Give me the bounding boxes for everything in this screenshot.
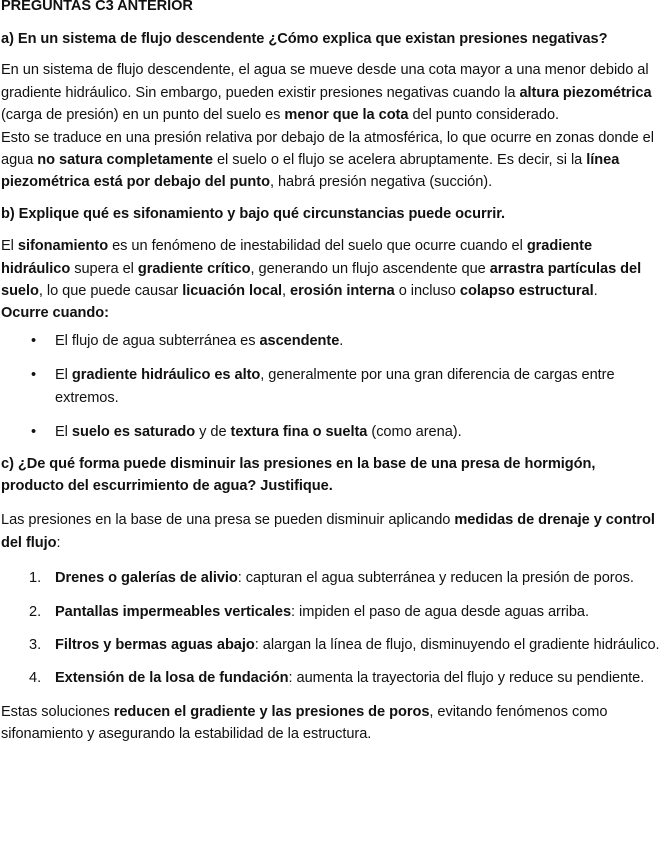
text-run: (como arena). [367, 424, 462, 441]
list-item-text [55, 637, 660, 653]
text-run: y de [195, 424, 231, 441]
text-run: , generando un flujo ascendente que [250, 260, 490, 277]
bold-text-run: ascendente [259, 332, 340, 349]
text-run: : impiden el paso de agua desde aguas arriba. [291, 603, 589, 620]
answer-c-paragraph-1 [1, 509, 662, 554]
text-run: , lo que puede causar [38, 283, 183, 300]
bold-text-run: textura fina o suelta [230, 424, 368, 441]
item-number: 4. [29, 670, 42, 687]
answer-b-paragraph-1 [1, 235, 662, 302]
occurs-when-label: Ocurre cuando: [1, 305, 109, 322]
text-run: : capturan el agua subterránea y reducen la presión de poros. [237, 570, 634, 587]
bullet-icon: • [31, 367, 37, 384]
text-run: (carga de presión) en un punto del suelo es [1, 107, 285, 124]
list-item [1, 601, 662, 623]
bold-text-run: gradiente hidráulico [1, 238, 593, 277]
bold-text-run: gradiente crítico [137, 260, 251, 277]
bullet-icon: • [31, 332, 37, 349]
text-run: , generalmente por una gran diferencia de cargas entre extremos. [55, 367, 615, 406]
text-run: , [282, 283, 291, 300]
conclusion-paragraph [1, 701, 662, 746]
text-run: El [55, 367, 72, 384]
list-item [1, 421, 662, 443]
answer-a-paragraph-2 [1, 127, 662, 194]
bold-text-run: sifonamiento [17, 238, 109, 255]
text-run: . [593, 283, 598, 300]
bold-text-run: menor que la cota [284, 107, 409, 124]
bold-text-run: erosión interna [290, 283, 395, 300]
text-run: . [339, 332, 344, 349]
list-item [1, 667, 662, 689]
text-run: supera el [70, 260, 138, 277]
text-run: : [56, 534, 61, 551]
text-run: El [55, 424, 72, 441]
list-item-text [55, 570, 634, 586]
text-run: o incluso [394, 283, 460, 300]
text-run: Las presiones en la base de una presa se pueden disminuir aplicando [1, 512, 455, 529]
text-run: es un fenómeno de inestabilidad del suelo que ocurre cuando el [108, 238, 527, 255]
bold-text-run: Filtros y bermas aguas abajo [55, 636, 255, 653]
bold-text-run: línea piezométrica está por debajo del punto [1, 152, 620, 191]
bold-text-run: Pantallas impermeables verticales [55, 603, 292, 620]
bold-text-run: suelo es saturado [71, 424, 196, 441]
text-run: El flujo de agua subterránea es [55, 332, 260, 349]
text-run: del punto considerado. [408, 107, 560, 124]
bold-text-run: medidas de drenaje y control del flujo [1, 512, 655, 551]
bold-text-run: Drenes o galerías de alivio [55, 570, 238, 587]
bold-text-run: gradiente hidráulico es alto [71, 367, 261, 384]
list-item-text [55, 670, 644, 686]
list-item-text [55, 424, 462, 440]
item-number: 1. [29, 570, 42, 587]
question-a: a) En un sistema de flujo descendente ¿Cómo explica que existan presiones negativas? [1, 31, 608, 47]
bold-text-run: colapso estructural [459, 283, 594, 300]
text-run: : aumenta la trayectoria del flujo y reduce su pendiente. [288, 670, 645, 687]
bold-text-run: altura piezométrica [519, 84, 652, 101]
measures-list [1, 567, 662, 690]
document-title: PREGUNTAS C3 ANTERIOR [1, 0, 193, 14]
list-item-text [55, 333, 343, 349]
list-item [1, 364, 662, 409]
text-run: , habrá presión negativa (succión). [269, 174, 493, 191]
list-item [1, 330, 662, 352]
question-b: b) Explique qué es sifonamiento y bajo qué circunstancias puede ocurrir. [1, 205, 506, 222]
text-run: Estas soluciones [1, 703, 114, 720]
list-item-text [55, 367, 615, 405]
text-run: el suelo o el flujo se acelera abruptamente. Es decir, si la [212, 152, 587, 169]
list-item-text [55, 604, 589, 620]
bullet-icon: • [31, 424, 37, 441]
list-item [1, 567, 662, 589]
item-number: 3. [29, 636, 42, 653]
bold-text-run: Extensión de la losa de fundación [55, 670, 289, 687]
bold-text-run: no satura completamente [37, 152, 213, 169]
bold-text-run: licuación local [182, 283, 283, 300]
answer-a-paragraph-1 [1, 59, 662, 126]
question-c: c) ¿De qué forma puede disminuir las presiones en la base de una presa de hormigón, producto del escurrimiento de agua? Justifique. [1, 455, 596, 494]
text-run: , evitando fenómenos como sifonamiento y asegurando la estabilidad de la estructura. [1, 703, 608, 743]
item-number: 2. [29, 603, 42, 620]
text-run: En un sistema de flujo descendente, el agua se mueve desde una cota mayor a una menor debido al gradiente hidráulico. Sin embargo, pueden existir presiones negativas cuando la [1, 62, 649, 101]
bold-text-run: arrastra partículas del suelo [1, 260, 642, 300]
text-run: El [1, 238, 18, 255]
list-item [1, 634, 662, 656]
conditions-list [1, 330, 662, 444]
text-run: : alargan la línea de flujo, disminuyendo el gradiente hidráulico. [254, 636, 660, 653]
text-run: Esto se traduce en una presión relativa por debajo de la atmosférica, lo que ocurre en zonas donde el agua [1, 129, 654, 169]
bold-text-run: reducen el gradiente y las presiones de poros [113, 703, 430, 720]
